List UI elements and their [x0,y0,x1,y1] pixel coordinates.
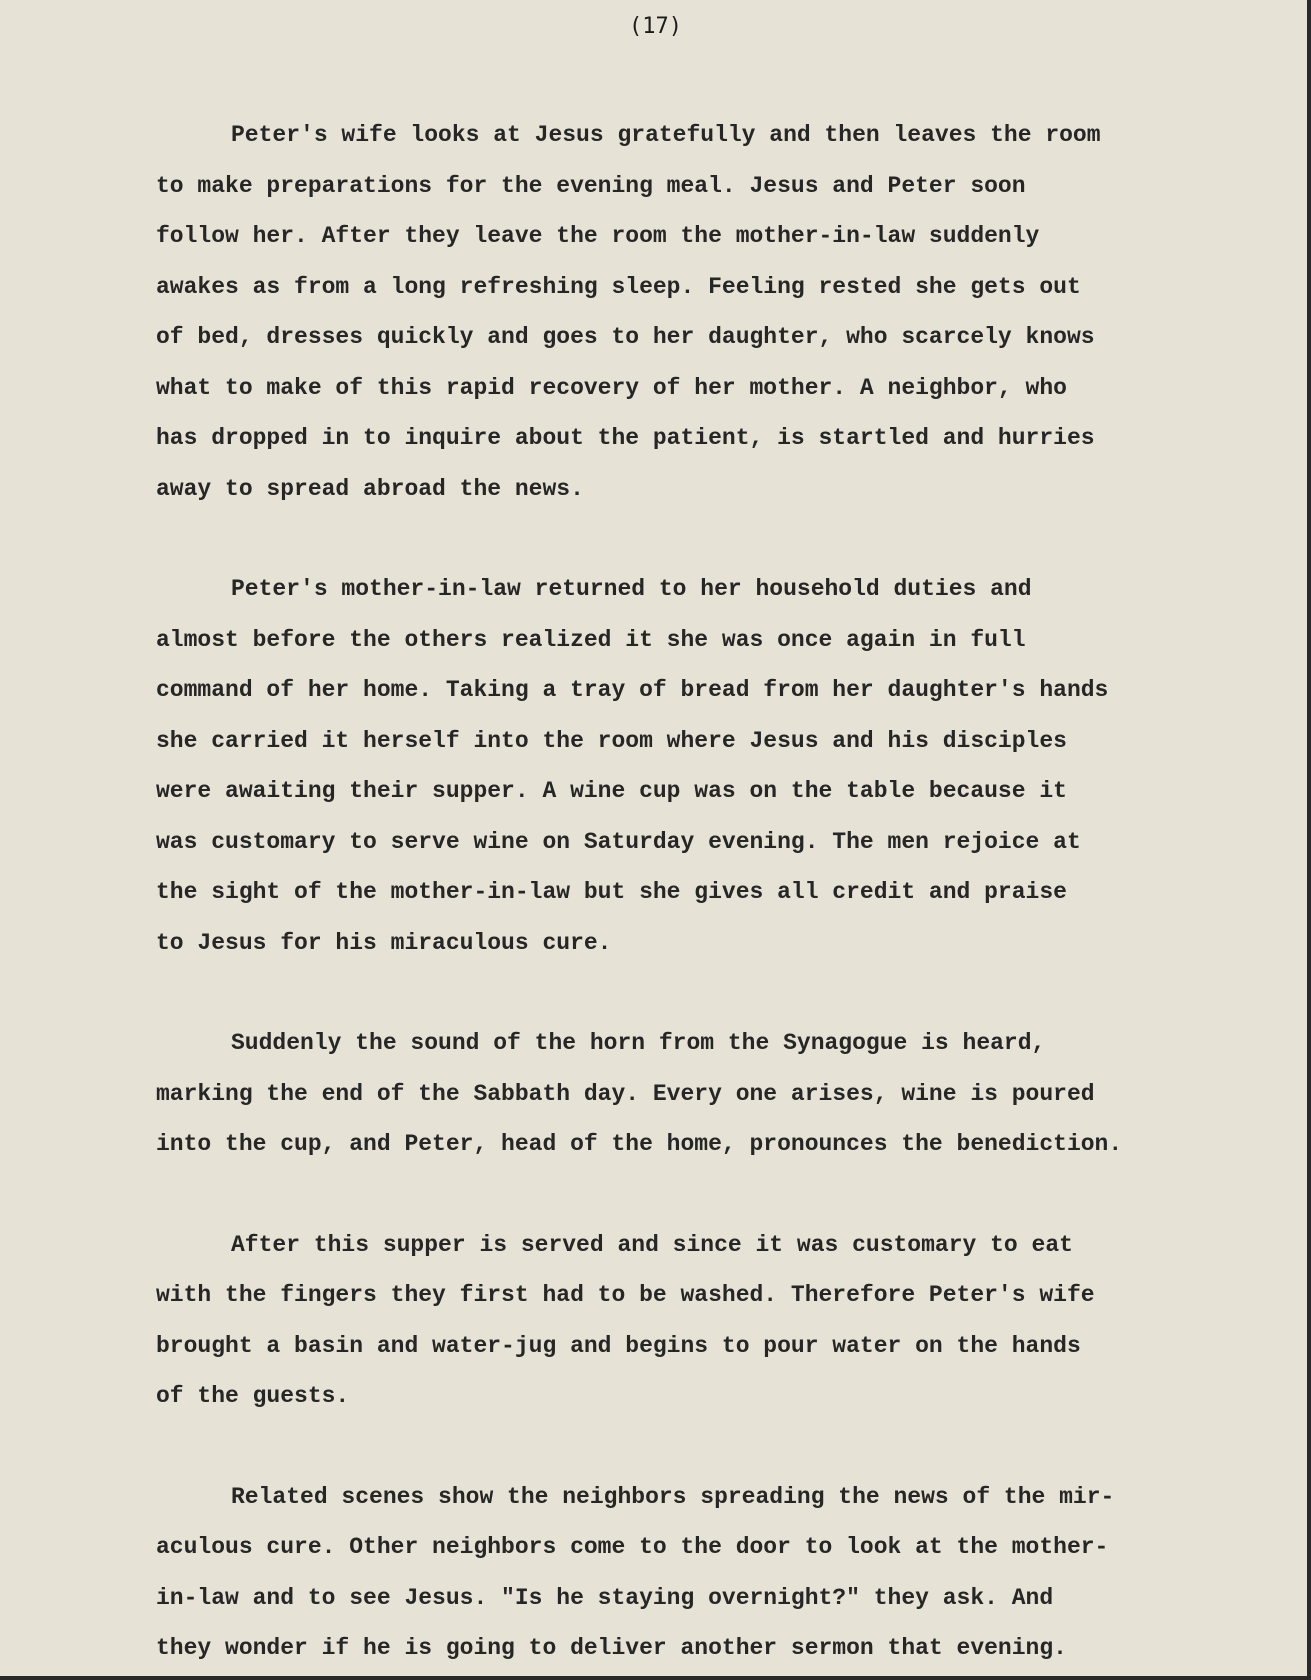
paragraph-5 [156,1472,1276,1674]
text-line: in-law and to see Jesus. "Is he staying overnight?" they ask. And [156,1584,1054,1611]
text-line: of the guests. [156,1383,350,1409]
text-line: Peter's wife looks at Jesus gratefully and then leaves the room [231,122,1101,148]
text-line: she carried it herself into the room where Jesus and his disciples [156,727,1067,754]
paragraph-2 [156,564,1276,968]
text-line: of bed, dresses quickly and goes to her daughter, who scarcely knows [156,324,1095,350]
text-line: into the cup, and Peter, head of the home, pronounces the benediction. [156,1131,1123,1157]
text-line: to make preparations for the evening meal. Jesus and Peter soon [156,172,1026,199]
paragraph-1 [156,110,1276,514]
page-number: (17) [629,14,682,39]
text-line: After this supper is served and since it was customary to eat [231,1231,1073,1258]
text-line: the sight of the mother-in-law but she gives all credit and praise [156,879,1067,905]
text-line: command of her home. Taking a tray of bread from her daughter's hands [156,677,1109,703]
paragraph-3 [156,1018,1276,1170]
text-line: they wonder if he is going to deliver another sermon that evening. [156,1635,1067,1661]
text-line: awakes as from a long refreshing sleep. Feeling rested she gets out [156,273,1081,300]
paragraph-4 [156,1220,1276,1422]
text-line: to Jesus for his miraculous cure. [156,929,612,956]
text-line: Suddenly the sound of the horn from the Synagogue is heard, [231,1030,1046,1056]
text-line: away to spread abroad the news. [156,475,584,502]
text-line: what to make of this rapid recovery of her mother. A neighbor, who [156,374,1067,401]
text-line: has dropped in to inquire about the patient, is startled and hurries [156,425,1095,451]
text-line: were awaiting their supper. A wine cup was on the table because it [156,778,1067,804]
text-line: brought a basin and water-jug and begins to pour water on the hands [156,1332,1081,1359]
text-line: almost before the others realized it she was once again in full [156,626,1026,653]
text-line: follow her. After they leave the room the mother-in-law suddenly [156,223,1040,249]
text-line: marking the end of the Sabbath day. Every one arises, wine is poured [156,1080,1095,1107]
text-line: aculous cure. Other neighbors come to the door to look at the mother- [156,1534,1109,1560]
text-line: Peter's mother-in-law returned to her household duties and [231,576,1032,602]
text-line: Related scenes show the neighbors spreading the news of the mir- [231,1483,1115,1510]
text-line: with the fingers they first had to be washed. Therefore Peter's wife [156,1282,1095,1308]
body-text [156,110,1276,1680]
text-line: was customary to serve wine on Saturday evening. The men rejoice at [156,828,1081,855]
